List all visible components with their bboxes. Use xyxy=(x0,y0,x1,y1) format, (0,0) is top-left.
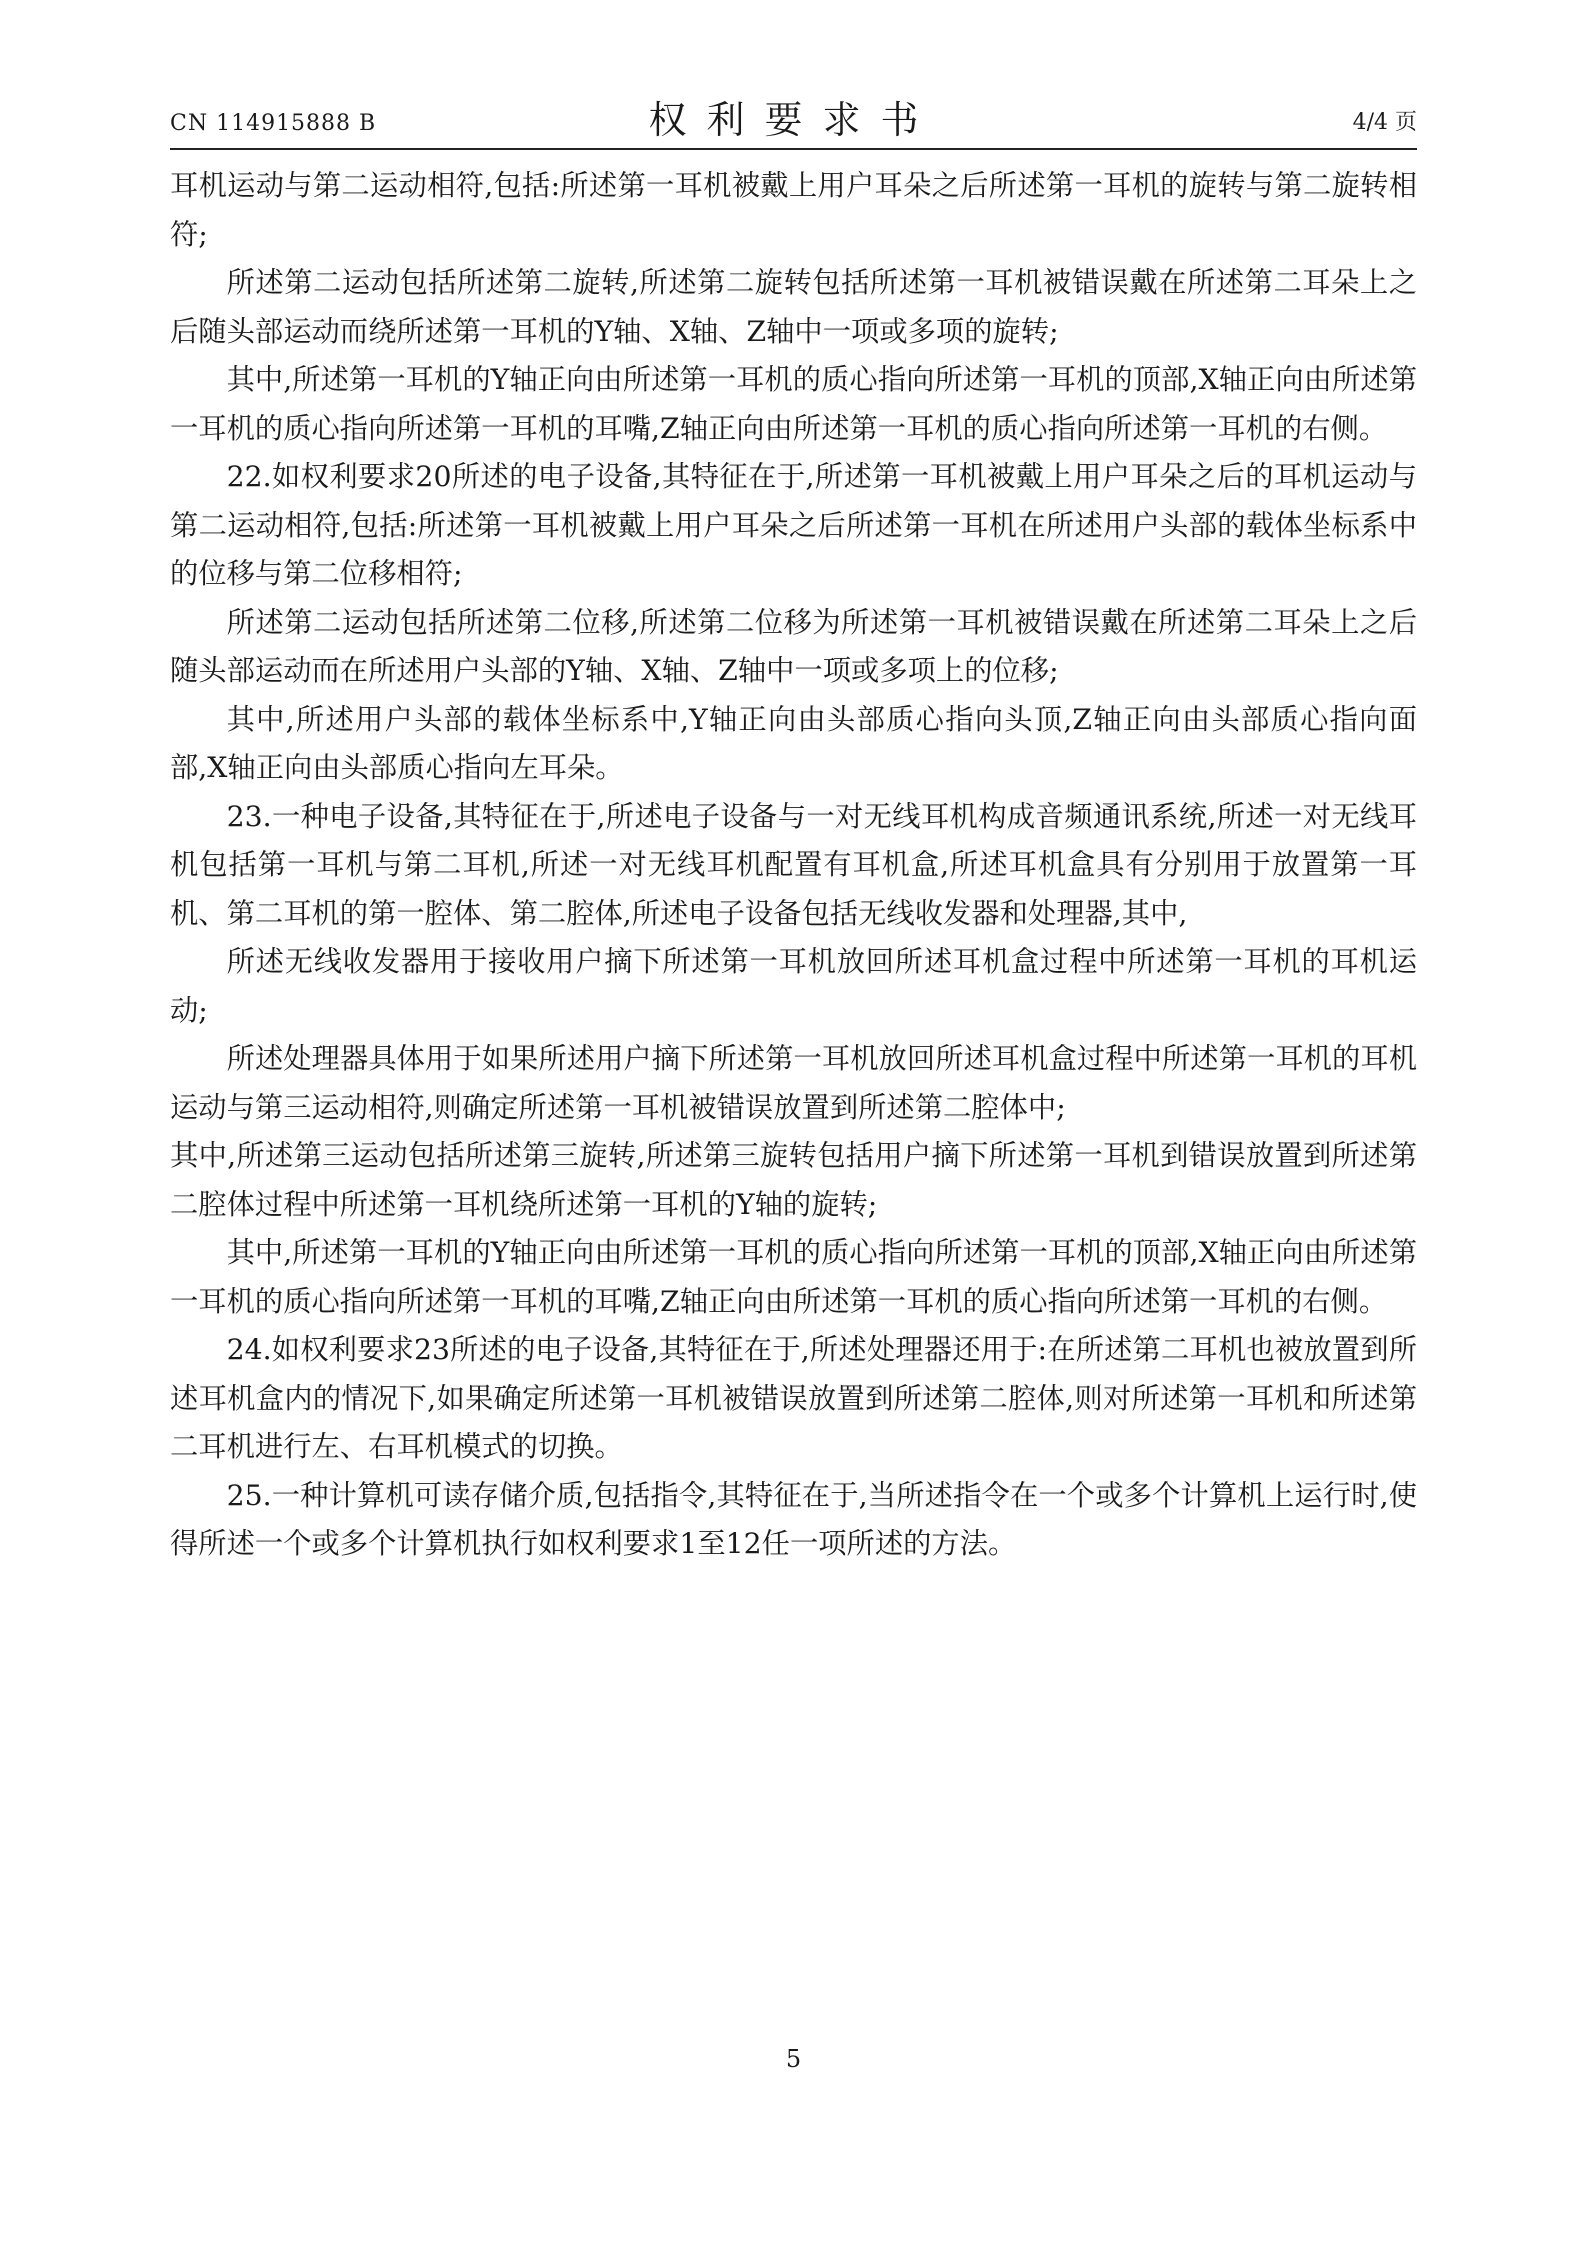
page-number: 5 xyxy=(785,2045,802,2073)
claim-paragraph: 其中,所述用户头部的载体坐标系中,Y轴正向由头部质心指向头顶,Z轴正向由头部质心指向面部,X轴正向由头部质心指向左耳朵。 xyxy=(170,702,1417,784)
claim-25: 25.一种计算机可读存储介质,包括指令,其特征在于,当所述指令在一个或多个计算机上运行时,使得所述一个或多个计算机执行如权利要求1至12任一项所述的方法。 xyxy=(170,1478,1417,1560)
claim-paragraph: 所述处理器具体用于如果所述用户摘下所述第一耳机放回所述耳机盒过程中所述第一耳机的耳机运动与第三运动相符,则确定所述第一耳机被错误放置到所述第二腔体中; xyxy=(170,1042,1417,1124)
claim-24: 24.如权利要求23所述的电子设备,其特征在于,所述处理器还用于:在所述第二耳机也被放置到所述耳机盒内的情况下,如果确定所述第一耳机被错误放置到所述第二腔体,则对所述第一耳机和所述第二耳机进行左、右耳机模式的切换。 xyxy=(170,1333,1417,1463)
claim-paragraph: 耳机运动与第二运动相符,包括:所述第一耳机被戴上用户耳朵之后所述第一耳机的旋转与第二旋转相符; xyxy=(170,169,1417,251)
claim-22: 22.如权利要求20所述的电子设备,其特征在于,所述第一耳机被戴上用户耳朵之后的耳机运动与第二运动相符,包括:所述第一耳机被戴上用户耳朵之后所述第一耳机在所述用户头部的载体坐标系中的位移与第二位移相符; xyxy=(170,460,1417,590)
claims-body xyxy=(170,162,1417,1569)
claim-paragraph: 其中,所述第一耳机的Y轴正向由所述第一耳机的质心指向所述第一耳机的顶部,X轴正向由所述第一耳机的质心指向所述第一耳机的耳嘴,Z轴正向由所述第一耳机的质心指向所述第一耳机的右侧。 xyxy=(170,1236,1417,1318)
claim-23: 23.一种电子设备,其特征在于,所述电子设备与一对无线耳机构成音频通讯系统,所述一对无线耳机包括第一耳机与第二耳机,所述一对无线耳机配置有耳机盒,所述耳机盒具有分别用于放置第一耳机、第二耳机的第一腔体、第二腔体,所述电子设备包括无线收发器和处理器,其中, xyxy=(170,799,1417,930)
page-count: 4/4 页 xyxy=(1352,110,1417,135)
patent-number: CN 114915888 B xyxy=(170,111,377,136)
claim-paragraph: 其中,所述第三运动包括所述第三旋转,所述第三旋转包括用户摘下所述第一耳机到错误放置到所述第二腔体过程中所述第一耳机绕所述第一耳机的Y轴的旋转; xyxy=(170,1139,1417,1221)
claim-paragraph: 所述第二运动包括所述第二旋转,所述第二旋转包括所述第一耳机被错误戴在所述第二耳朵上之后随头部运动而绕所述第一耳机的Y轴、X轴、Z轴中一项或多项的旋转; xyxy=(170,266,1417,348)
claim-paragraph: 其中,所述第一耳机的Y轴正向由所述第一耳机的质心指向所述第一耳机的顶部,X轴正向由所述第一耳机的质心指向所述第一耳机的耳嘴,Z轴正向由所述第一耳机的质心指向所述第一耳机的右侧。 xyxy=(170,363,1417,445)
claim-paragraph: 所述无线收发器用于接收用户摘下所述第一耳机放回所述耳机盒过程中所述第一耳机的耳机运动; xyxy=(170,945,1417,1027)
claim-paragraph: 所述第二运动包括所述第二位移,所述第二位移为所述第一耳机被错误戴在所述第二耳朵上之后随头部运动而在所述用户头部的Y轴、X轴、Z轴中一项或多项上的位移; xyxy=(170,605,1417,687)
page-header xyxy=(170,88,1417,148)
header-divider xyxy=(170,148,1417,150)
section-title: 权利要求书 xyxy=(648,98,939,142)
